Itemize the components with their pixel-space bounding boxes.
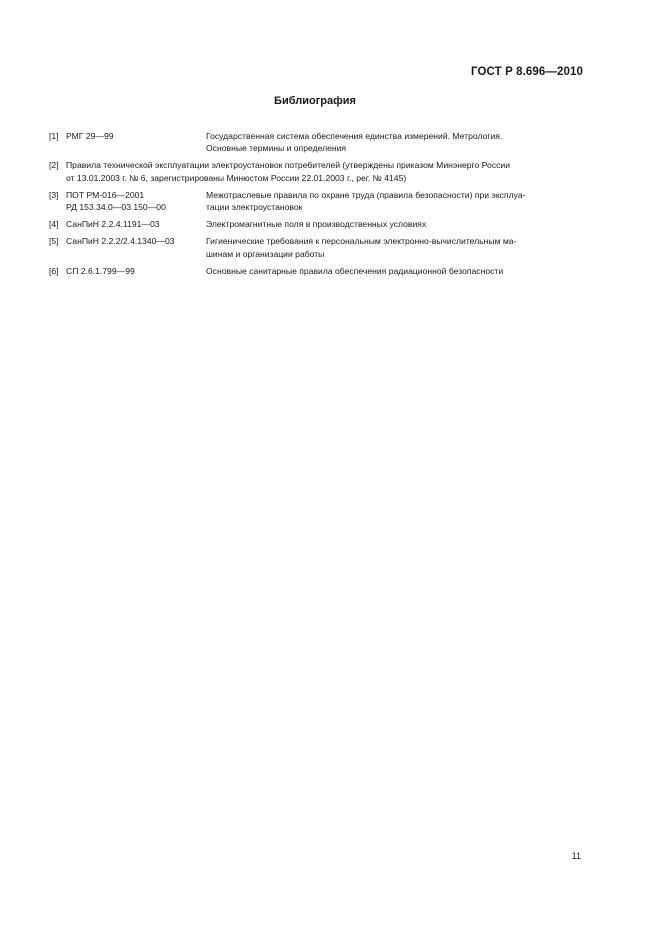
- reference-item-5: [49, 235, 580, 260]
- bibliography-title: Библиография: [274, 95, 356, 107]
- reference-number: [2]: [49, 160, 59, 171]
- reference-description-line: Основные термины и определения: [206, 143, 347, 154]
- reference-item-3: [49, 189, 580, 214]
- reference-description-line: от 13.01.2003 г. № 6, зарегистрированы Минюстом России 22.01.2003 г., рег. № 4145): [66, 172, 407, 183]
- reference-item-2: [49, 159, 580, 184]
- reference-code: [66, 218, 206, 230]
- reference-code-line: РД 153.34.0—03.150—00: [66, 202, 166, 213]
- reference-description: [206, 130, 580, 155]
- reference-number: [3]: [49, 189, 59, 200]
- reference-number: [6]: [49, 265, 59, 276]
- reference-code: [66, 235, 206, 260]
- reference-code-line: ПОТ РМ-016—2001: [66, 189, 145, 200]
- reference-description-line: шинам и организации работы: [206, 248, 325, 259]
- reference-description-line: Электромагнитные поля в производственных условиях: [206, 219, 427, 230]
- document-code-header: ГОСТ Р 8.696—2010: [471, 66, 583, 78]
- reference-number: [4]: [49, 219, 59, 230]
- reference-description: [206, 189, 580, 214]
- reference-code-line: РМГ 29—99: [66, 131, 114, 141]
- reference-description: [66, 159, 580, 184]
- reference-description-line: Государственная система обеспечения единства измерений. Метрология.: [206, 131, 503, 141]
- reference-description: [206, 235, 580, 260]
- reference-number: [1]: [49, 131, 59, 141]
- reference-description: [206, 218, 580, 230]
- reference-number: [5]: [49, 236, 59, 247]
- reference-description-line: Правила технической эксплуатации электроустановок потребителей (утверждены приказом Минэнерго России: [66, 160, 511, 171]
- reference-code-line: СанПиН 2.2.2/2.4.1340—03: [66, 236, 175, 247]
- reference-description-line: Межотраслевые правила по охране труда (правила безопасности) при эксплуа-: [206, 189, 526, 200]
- reference-code-line: СанПиН 2.2.4.1191—03: [66, 219, 160, 230]
- reference-item-6: [49, 265, 580, 277]
- bibliography-list: [49, 130, 580, 282]
- reference-item-1: [49, 130, 580, 155]
- reference-code: [66, 265, 206, 277]
- page-number: 11: [571, 851, 581, 861]
- reference-code-line: СП 2.6.1.799—99: [66, 265, 135, 276]
- reference-description-line: Основные санитарные правила обеспечения радиационной безопасности: [206, 265, 504, 276]
- reference-item-4: [49, 218, 580, 230]
- reference-description: [206, 265, 580, 277]
- reference-code: [66, 189, 206, 214]
- reference-description-line: Гигиенические требования к персональным электронно-вычислительным ма-: [206, 236, 517, 247]
- reference-code: [66, 130, 206, 155]
- reference-description-line: тации электроустановок: [206, 202, 303, 213]
